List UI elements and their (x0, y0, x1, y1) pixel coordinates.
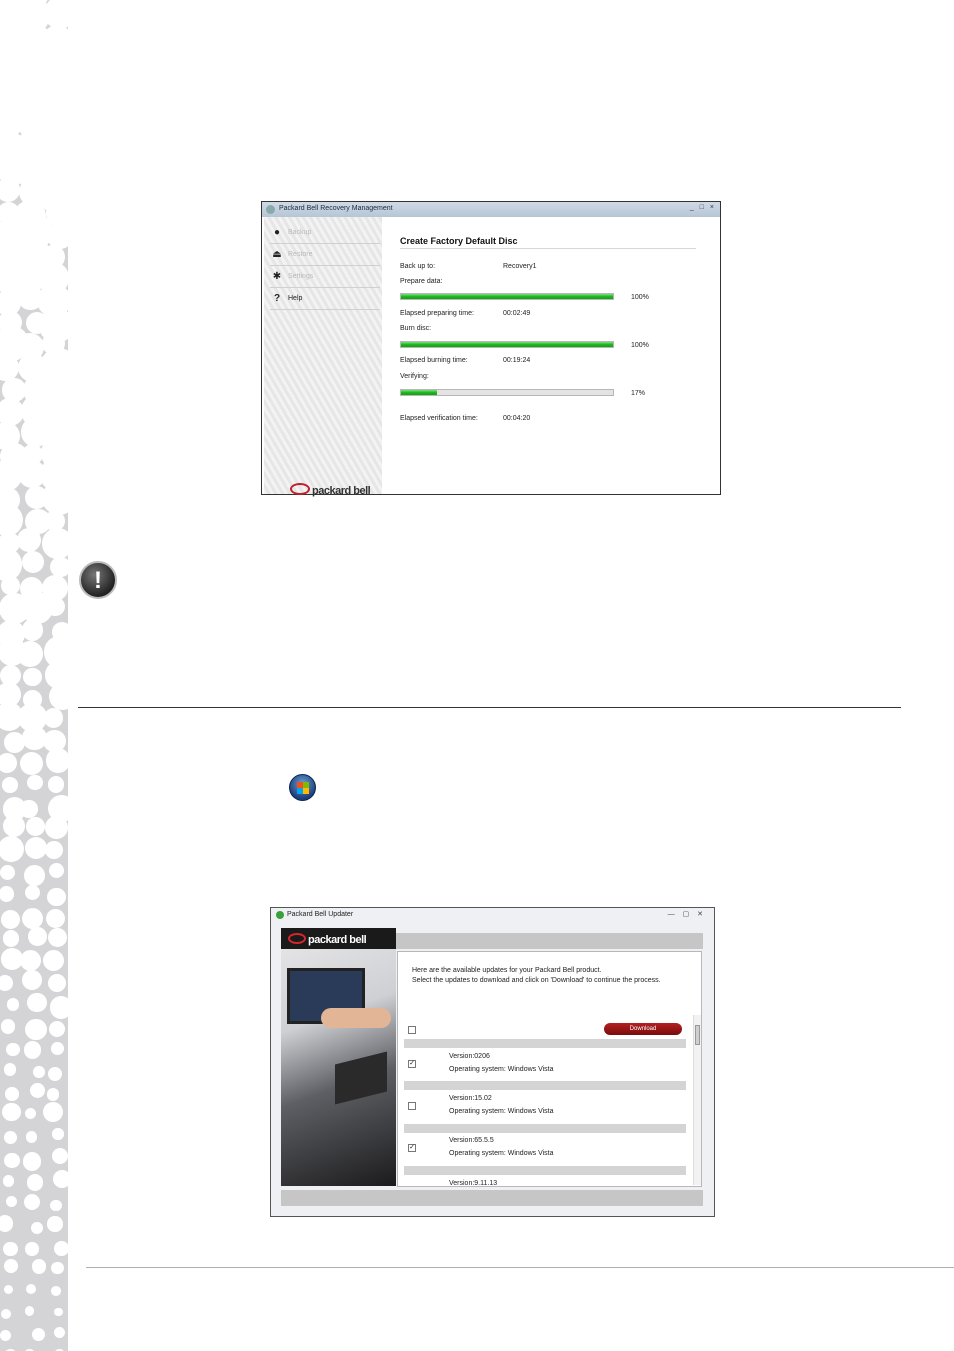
decorative-dot (17, 528, 41, 552)
decorative-dot (25, 837, 48, 860)
decorative-dot (26, 1284, 36, 1294)
decorative-dot (49, 1021, 65, 1037)
sidebar-item-label: Backup (288, 229, 312, 236)
sidebar-item-label: Settings (288, 273, 314, 280)
decorative-dot (23, 668, 42, 687)
decorative-dot (3, 1242, 17, 1256)
update-os: Operating system: Windows Vista (449, 1150, 554, 1157)
decorative-dot (20, 950, 41, 971)
decorative-dot (32, 1328, 45, 1341)
decorative-dot (45, 841, 63, 859)
decorative-dot (25, 1242, 38, 1255)
logo-swirl-icon (290, 483, 310, 495)
sidebar-item-restore[interactable] (270, 245, 380, 266)
page-title: Create Factory Default Disc (400, 236, 518, 246)
back-up-to-value: Recovery1 (503, 263, 537, 270)
restore-icon: ⏏ (272, 249, 282, 260)
decorative-dot (46, 748, 68, 772)
decorative-dot (2, 777, 18, 793)
logo-text: packard bell (312, 485, 371, 497)
decorative-dot (32, 1259, 47, 1274)
intro-text-line2: Select the updates to download and click on 'Download' to continue the process. (412, 977, 661, 984)
decorative-dot (44, 708, 64, 728)
decorative-dot (23, 1152, 41, 1170)
recovery-management-window (261, 201, 721, 495)
update-os: Operating system: Windows Vista (449, 1066, 554, 1073)
decorative-dot (33, 1066, 45, 1078)
decorative-dot (1, 910, 20, 929)
list-separator (404, 1166, 686, 1175)
sidebar-item-backup[interactable] (270, 223, 380, 244)
decorative-dot (4, 1131, 17, 1144)
burn-percent: 100% (631, 342, 649, 349)
decorative-dot (31, 1222, 43, 1234)
decorative-dot (4, 1063, 16, 1075)
decorative-dot (0, 865, 15, 880)
elapsed-verification-label: Elapsed verification time: (400, 415, 478, 422)
decorative-dot (5, 1087, 19, 1101)
heading-divider (400, 248, 696, 249)
recovery-main-panel (400, 217, 700, 487)
scrollbar-thumb[interactable] (695, 1025, 700, 1045)
update-checkbox[interactable]: ✓ (409, 1144, 415, 1151)
decorative-dot (52, 1128, 64, 1140)
download-button[interactable]: Download (604, 1023, 682, 1035)
decorative-dot (47, 1088, 60, 1101)
decorative-dot (3, 815, 25, 837)
decorative-dot (43, 1102, 63, 1122)
decorative-dot (54, 1327, 65, 1338)
updater-title-bar[interactable] (271, 908, 714, 923)
decorative-dot (6, 1196, 17, 1207)
back-up-to-label: Back up to: (400, 263, 436, 270)
decorative-dot (48, 1067, 62, 1081)
decorative-dot (24, 1041, 42, 1059)
disc-icon: ● (273, 227, 281, 238)
decorative-dot-strip (0, 0, 68, 1351)
update-checkbox[interactable] (408, 1102, 416, 1110)
decorative-dot (24, 865, 45, 886)
decorative-dot (54, 1308, 63, 1317)
decorative-dot (49, 683, 68, 710)
photo-hand (321, 1008, 391, 1028)
verifying-label: Verifying: (400, 373, 429, 380)
elapsed-preparing-value: 00:02:49 (503, 310, 531, 317)
decorative-dot (4, 1153, 19, 1168)
decorative-dot (47, 1216, 62, 1231)
decorative-dot (27, 993, 47, 1013)
help-icon: ? (273, 293, 281, 304)
decorative-dot (42, 528, 68, 558)
recovery-window-title: Packard Bell Recovery Management (279, 205, 393, 212)
decorative-dot (0, 975, 13, 991)
progress-fill (401, 342, 613, 347)
decorative-dot (24, 1194, 40, 1210)
recovery-sidebar (264, 217, 382, 497)
gear-icon: ✱ (272, 271, 282, 282)
decorative-dot (3, 1175, 14, 1186)
decorative-dot (54, 1241, 68, 1256)
decorative-dot (51, 1286, 61, 1296)
decorative-dot (25, 1019, 46, 1040)
verify-progress-bar (400, 389, 614, 396)
decorative-dot (51, 1042, 64, 1055)
section-divider (78, 707, 901, 708)
decorative-dot (25, 1306, 34, 1315)
update-os: Operating system: Windows Vista (449, 1108, 554, 1115)
decorative-dot (22, 908, 43, 929)
decorative-dot (2, 1103, 21, 1122)
sidebar-item-settings[interactable] (270, 267, 380, 288)
decorative-dot (28, 927, 47, 946)
decorative-dot (49, 863, 64, 878)
decorative-dot (0, 836, 24, 862)
decorative-dot (50, 1200, 62, 1212)
decorative-dot (47, 888, 66, 907)
updater-header-bar (396, 933, 703, 949)
decorative-dot (0, 1215, 13, 1232)
decorative-dot (45, 816, 68, 839)
intro-text-line1: Here are the available updates for your Packard Bell product. (412, 967, 602, 974)
packard-bell-logo (288, 933, 366, 946)
decorative-dot (45, 597, 64, 616)
vertical-scrollbar[interactable] (693, 1015, 701, 1185)
list-separator (404, 1039, 686, 1048)
decorative-dot (22, 970, 42, 990)
decorative-dot (17, 641, 43, 667)
decorative-dot (50, 996, 68, 1018)
burn-progress-bar (400, 341, 614, 348)
verify-percent: 17% (631, 390, 646, 397)
decorative-dot (1, 1019, 16, 1034)
update-version: Version:0206 (449, 1053, 490, 1060)
decorative-dot (48, 928, 67, 947)
decorative-dot (3, 930, 19, 946)
decorative-dot (48, 974, 66, 992)
decorative-dot (0, 753, 17, 773)
decorative-dot (53, 1170, 68, 1188)
decorative-dot (46, 909, 65, 928)
decorative-dot (51, 1262, 63, 1274)
burn-disc-label: Burn disc: (400, 325, 432, 332)
decorative-dot (27, 775, 43, 791)
decorative-dot (7, 998, 20, 1011)
app-icon (276, 911, 284, 919)
elapsed-verification-value: 00:04:20 (503, 415, 531, 422)
footer-divider (86, 1267, 954, 1268)
update-version: Version:15.02 (449, 1095, 492, 1102)
elapsed-burning-value: 00:19:24 (503, 357, 531, 364)
updates-panel (397, 951, 702, 1187)
decorative-dot (22, 619, 44, 641)
warning-icon: ! (79, 561, 117, 599)
decorative-dot (6, 1043, 20, 1057)
logo-swirl-icon (288, 933, 306, 944)
decorative-dot (30, 1083, 45, 1098)
elapsed-burning-label: Elapsed burning time: (400, 357, 468, 364)
decorative-dot (25, 1108, 36, 1119)
decorative-dot (48, 776, 65, 793)
prepare-percent: 100% (631, 294, 649, 301)
update-version: Version:65.5.5 (449, 1137, 494, 1144)
progress-fill (401, 390, 437, 395)
updater-footer-bar (281, 1190, 703, 1206)
decorative-dot (4, 1285, 14, 1295)
decorative-dot (27, 1174, 43, 1190)
decorative-dot (20, 752, 43, 775)
progress-fill (401, 294, 613, 299)
update-version: Version:9.11.13 (449, 1180, 498, 1187)
sidebar-item-help[interactable] (270, 289, 380, 310)
updater-window-title: Packard Bell Updater (287, 911, 354, 918)
decorative-dot (25, 885, 40, 900)
window-controls[interactable]: _ □ × (689, 204, 716, 211)
prepare-progress-bar (400, 293, 614, 300)
recovery-title-bar[interactable] (262, 202, 720, 217)
prepare-data-label: Prepare data: (400, 278, 443, 285)
list-separator (404, 1081, 686, 1090)
decorative-dot (20, 800, 37, 817)
decorative-dot (52, 1148, 68, 1164)
decorative-dot (0, 178, 20, 202)
decorative-dot (0, 1330, 11, 1341)
decorative-dot (44, 0, 68, 29)
decorative-dot (4, 1259, 18, 1273)
elapsed-preparing-label: Elapsed preparing time: (400, 310, 474, 317)
decorative-dot (0, 886, 14, 902)
list-separator (404, 1124, 686, 1133)
logo-text: packard bell (308, 934, 367, 946)
window-controls[interactable]: — ▢ ✕ (667, 911, 706, 918)
packard-bell-logo (290, 483, 370, 497)
decorative-dot (0, 354, 19, 381)
decorative-dot (26, 1131, 38, 1143)
decorative-dot (1, 1309, 12, 1320)
sidebar-item-label: Help (288, 295, 303, 302)
updater-window (270, 907, 715, 1217)
app-icon (266, 205, 275, 214)
decorative-dot (43, 950, 64, 971)
flag-yellow (303, 788, 309, 794)
windows-start-icon (289, 774, 316, 801)
update-checkbox[interactable]: ✓ (409, 1060, 415, 1067)
select-all-checkbox[interactable] (408, 1026, 416, 1034)
decorative-dot (26, 817, 45, 836)
sidebar-item-label: Restore (288, 251, 313, 258)
decorative-dot (22, 551, 44, 573)
